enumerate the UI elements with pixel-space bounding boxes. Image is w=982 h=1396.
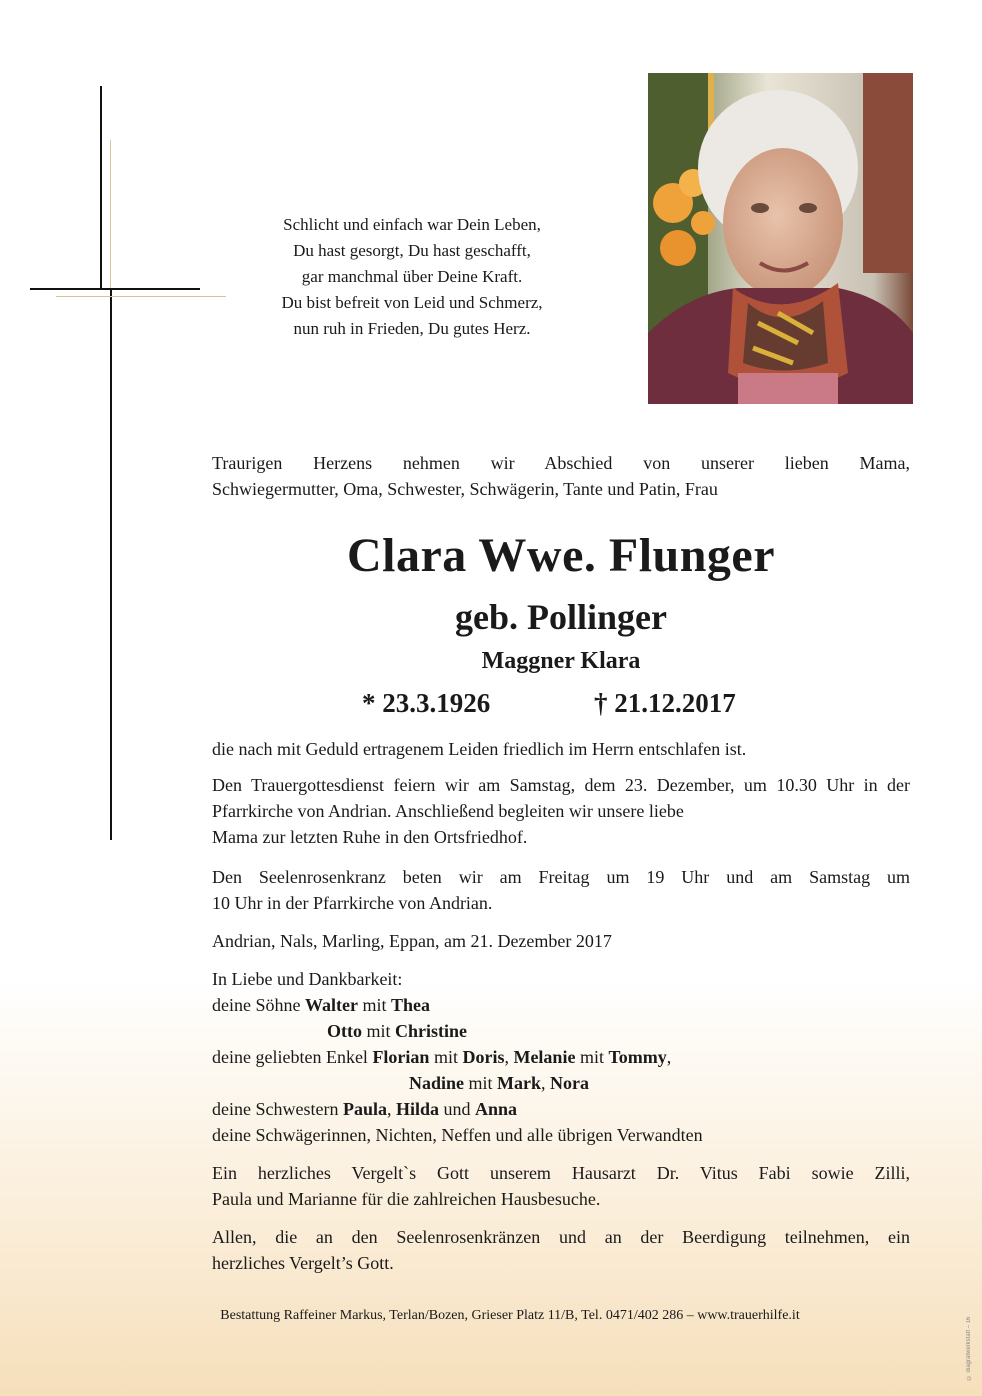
deceased-name: Clara Wwe. Flunger	[346, 529, 776, 582]
poem-line: gar manchmal über Deine Kraft.	[301, 267, 523, 286]
birth-date: * 23.3.1926	[362, 688, 491, 718]
poem-line: nun ruh in Frieden, Du gutes Herz.	[293, 319, 531, 338]
passing-text: die nach mit Geduld ertragenem Leiden friedlich im Herrn entschlafen ist.	[212, 739, 747, 759]
poem-line: Schlicht und einfach war Dein Leben,	[283, 215, 541, 234]
rosary-text-last: 10 Uhr in der Pfarrkirche von Andrian.	[212, 893, 493, 913]
service-paragraph	[212, 772, 910, 850]
rosary-paragraph	[212, 864, 910, 916]
rosary-text: Den Seelenrosenkranz beten wir am Freitag um 19 Uhr und am Samstag um	[212, 867, 910, 887]
service-text-last: Mama zur letzten Ruhe in den Ortsfriedhof.	[212, 827, 528, 847]
general-thanks	[212, 1224, 910, 1276]
place-date: Andrian, Nals, Marling, Eppan, am 21. Dezember 2017	[212, 931, 612, 951]
family-list	[212, 966, 910, 1148]
sons-line: deine Söhne Walter mit Thea	[212, 995, 430, 1015]
sons-line-2: Otto mit Christine	[327, 1021, 468, 1041]
doctor-thanks-last: Paula und Marianne für die zahlreichen Hausbesuche.	[212, 1189, 601, 1209]
poem	[232, 212, 592, 342]
side-credit: © diagrafwerkstatt – 16	[966, 1316, 972, 1380]
death-date: † 21.12.2017	[594, 688, 736, 718]
love-line: In Liebe und Dankbarkeit:	[212, 969, 403, 989]
service-text: Den Trauergottesdienst feiern wir am Samstag, dem 23. Dezember, um 10.30 Uhr in der Pfarrkirche von Andrian. Anschließend begleiten wir unsere liebe	[212, 775, 910, 821]
relatives-line: deine Schwägerinnen, Nichten, Neffen und alle übrigen Verwandten	[212, 1125, 703, 1145]
birth-name: geb. Pollinger	[455, 597, 667, 637]
doctor-thanks-line: Ein herzliches Vergelt`s Gott unserem Hausarzt Dr. Vitus Fabi sowie Zilli,	[212, 1163, 910, 1183]
grandchildren-line-2: Nadine mit Mark, Nora	[409, 1073, 590, 1093]
poem-line: Du bist befreit von Leid und Schmerz,	[281, 293, 543, 312]
general-thanks-line: Allen, die an den Seelenrosenkränzen und an der Beerdigung teilnehmen, ein	[212, 1227, 910, 1247]
doctor-thanks	[212, 1160, 910, 1212]
intro-text	[212, 450, 910, 502]
funeral-home-footer: Bestattung Raffeiner Markus, Terlan/Bozen, Grieser Platz 11/B, Tel. 0471/402 286 – www.trauerhilfe.it	[220, 1308, 800, 1323]
portrait-photo	[648, 73, 913, 404]
intro-line: Traurigen Herzens nehmen wir Abschied von unserer lieben Mama,	[212, 453, 910, 473]
poem-line: Du hast gesorgt, Du hast geschafft,	[293, 241, 531, 260]
nickname: Maggner Klara	[481, 648, 641, 674]
grandchildren-line: deine geliebten Enkel Florian mit Doris, Melanie mit Tommy,	[212, 1047, 672, 1067]
general-thanks-last: herzliches Vergelt’s Gott.	[212, 1253, 394, 1273]
sisters-line: deine Schwestern Paula, Hilda und Anna	[212, 1099, 518, 1119]
intro-line: Schwiegermutter, Oma, Schwester, Schwägerin, Tante und Patin, Frau	[212, 479, 718, 499]
